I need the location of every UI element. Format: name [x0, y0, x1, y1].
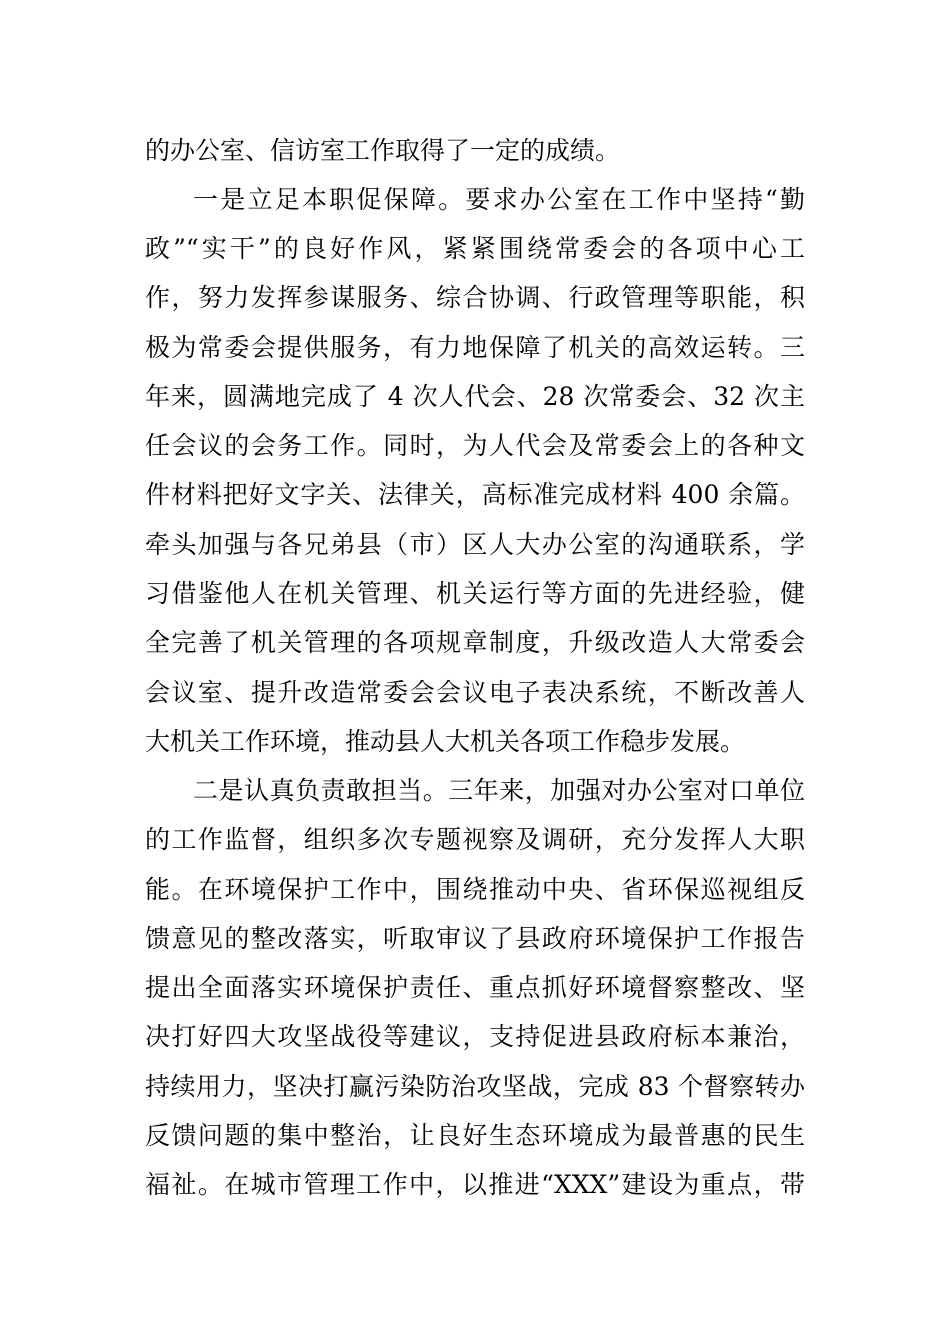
text-line: 决打好四大攻坚战役等建议，支持促进县政府标本兼治， — [145, 1022, 805, 1051]
text-line: 全完善了机关管理的各项规章制度，升级改造人大常委会 — [145, 628, 805, 657]
text-line: 习借鉴他人在机关管理、机关运行等方面的先进经验，健 — [145, 579, 805, 608]
text-line: 政”“实干”的良好作风，紧紧围绕常委会的各项中心工 — [145, 234, 805, 263]
text-line: 大机关工作环境，推动县人大机关各项工作稳步发展。 — [145, 727, 746, 756]
text-line: 年来，圆满地完成了 4 次人代会、28 次常委会、32 次主 — [145, 382, 805, 411]
text-line: 牵头加强与各兄弟县（市）区人大办公室的沟通联系，学 — [145, 530, 805, 559]
paragraph-2-first-line: 二是认真负责敢担当。三年来，加强对办公室对口单位 — [193, 776, 805, 805]
text-line: 会议室、提升改造常委会会议电子表决系统，不断改善人 — [145, 678, 805, 707]
text-line: 任会议的会务工作。同时，为人代会及常委会上的各种文 — [145, 431, 805, 460]
text-line: 作，努力发挥参谋服务、综合协调、行政管理等职能，积 — [145, 283, 805, 312]
paragraph-1-first-line: 一是立足本职促保障。要求办公室在工作中坚持“勤 — [193, 185, 805, 214]
text-line: 极为常委会提供服务，有力地保障了机关的高效运转。三 — [145, 333, 805, 362]
text-line: 的工作监督，组织多次专题视察及调研，充分发挥人大职 — [145, 825, 805, 854]
text-line: 福祉。在城市管理工作中，以推进“XXX”建设为重点，带 — [145, 1170, 805, 1199]
text-line: 馈意见的整改落实，听取审议了县政府环境保护工作报告 — [145, 924, 805, 953]
text-line: 反馈问题的集中整治，让良好生态环境成为最普惠的民生 — [145, 1121, 805, 1150]
text-line: 提出全面落实环境保护责任、重点抓好环境督察整改、坚 — [145, 973, 805, 1002]
text-line: 的办公室、信访室工作取得了一定的成绩。 — [145, 136, 621, 165]
text-line: 件材料把好文字关、法律关，高标准完成材料 400 余篇。 — [145, 480, 805, 509]
text-line: 能。在环境保护工作中，围绕推动中央、省环保巡视组反 — [145, 875, 805, 904]
text-line: 持续用力，坚决打赢污染防治攻坚战，完成 83 个督察转办 — [145, 1072, 805, 1101]
